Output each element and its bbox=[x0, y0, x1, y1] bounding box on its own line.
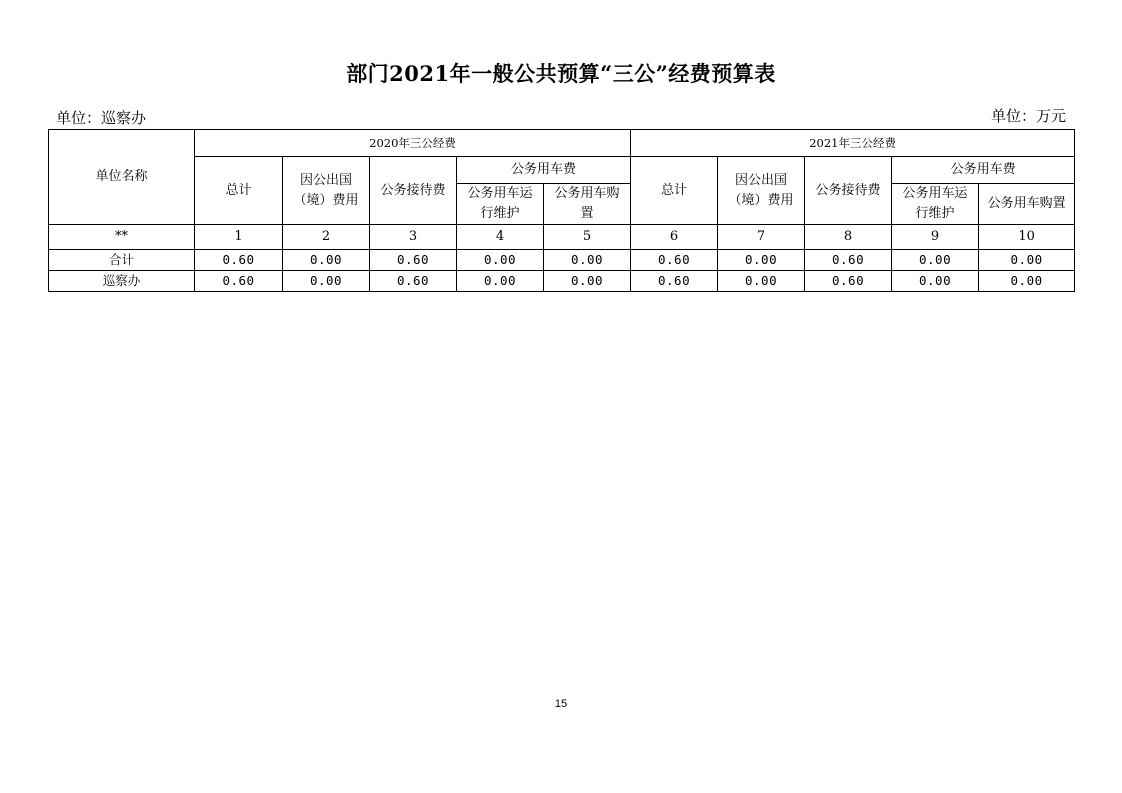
table-cell: 0.00 bbox=[892, 271, 979, 292]
page-number: 15 bbox=[554, 698, 568, 710]
header-abroad-line1: 因公出国 bbox=[299, 172, 352, 188]
header-abroad-2021 bbox=[718, 157, 805, 225]
header-total-2021: 总计 bbox=[631, 157, 718, 225]
header-vehicle-buy-2021: 公务用车购置 bbox=[979, 184, 1075, 225]
budget-table bbox=[48, 129, 1075, 292]
table-cell: 0.00 bbox=[457, 250, 544, 271]
table-cell: 0.00 bbox=[892, 250, 979, 271]
header-abroad-line2: （境）费用 bbox=[728, 192, 794, 208]
header-vehicle-run-2020 bbox=[457, 184, 544, 225]
column-number-row bbox=[49, 225, 1075, 250]
column-number: 8 bbox=[805, 225, 892, 250]
table-cell: 0.60 bbox=[195, 271, 283, 292]
unit-label-left: 单位：巡察办 bbox=[56, 109, 147, 127]
group-header-2021: 2021年三公经费 bbox=[631, 130, 1075, 157]
column-number: ** bbox=[49, 225, 195, 250]
table-cell: 0.60 bbox=[370, 250, 457, 271]
column-number: 7 bbox=[718, 225, 805, 250]
header-row-groups bbox=[49, 130, 1075, 157]
column-number: 5 bbox=[544, 225, 631, 250]
table-cell: 0.00 bbox=[718, 250, 805, 271]
column-number: 10 bbox=[979, 225, 1075, 250]
column-number: 4 bbox=[457, 225, 544, 250]
table-row-total bbox=[49, 250, 1075, 271]
column-number: 6 bbox=[631, 225, 718, 250]
header-vehicle-buy-line1: 公务用车购 bbox=[554, 186, 620, 201]
header-vehicle-2021: 公务用车费 bbox=[892, 157, 1075, 184]
column-number: 3 bbox=[370, 225, 457, 250]
table-cell: 0.00 bbox=[283, 271, 370, 292]
header-vehicle-run-2021 bbox=[892, 184, 979, 225]
page-title: 部门2021年一般公共预算“三公”经费预算表 bbox=[346, 61, 776, 86]
header-reception-2020: 公务接待费 bbox=[370, 157, 457, 225]
table-row-unit bbox=[49, 271, 1075, 292]
table-cell: 0.00 bbox=[544, 271, 631, 292]
table-cell: 0.00 bbox=[979, 271, 1075, 292]
table-cell: 0.60 bbox=[370, 271, 457, 292]
header-reception-2021: 公务接待费 bbox=[805, 157, 892, 225]
header-vehicle-2020: 公务用车费 bbox=[457, 157, 631, 184]
header-abroad-line1: 因公出国 bbox=[735, 172, 788, 188]
header-total-2020: 总计 bbox=[195, 157, 283, 225]
column-number: 2 bbox=[283, 225, 370, 250]
header-abroad-line2: （境）费用 bbox=[293, 192, 359, 208]
table-cell: 0.60 bbox=[631, 271, 718, 292]
table-cell: 0.60 bbox=[195, 250, 283, 271]
header-vehicle-run-line1: 公务用车运 bbox=[467, 186, 533, 201]
header-vehicle-run-line1: 公务用车运 bbox=[902, 186, 968, 201]
table-cell: 0.00 bbox=[457, 271, 544, 292]
table-cell: 0.00 bbox=[979, 250, 1075, 271]
header-abroad-2020 bbox=[283, 157, 370, 225]
table-cell: 0.00 bbox=[544, 250, 631, 271]
row-name: 巡察办 bbox=[49, 271, 195, 292]
table-cell: 0.00 bbox=[283, 250, 370, 271]
unit-name-header: 单位名称 bbox=[49, 130, 195, 225]
header-vehicle-buy-line2: 置 bbox=[580, 206, 594, 221]
table-cell: 0.60 bbox=[631, 250, 718, 271]
header-vehicle-run-line2: 行维护 bbox=[915, 206, 955, 221]
column-number: 1 bbox=[195, 225, 283, 250]
group-header-2020: 2020年三公经费 bbox=[195, 130, 631, 157]
table-cell: 0.60 bbox=[805, 271, 892, 292]
row-name: 合计 bbox=[49, 250, 195, 271]
header-vehicle-buy-2020 bbox=[544, 184, 631, 225]
unit-label-right: 单位：万元 bbox=[990, 107, 1066, 125]
header-row-sub bbox=[49, 157, 1075, 184]
table-cell: 0.60 bbox=[805, 250, 892, 271]
column-number: 9 bbox=[892, 225, 979, 250]
table-cell: 0.00 bbox=[718, 271, 805, 292]
header-vehicle-run-line2: 行维护 bbox=[480, 206, 520, 221]
